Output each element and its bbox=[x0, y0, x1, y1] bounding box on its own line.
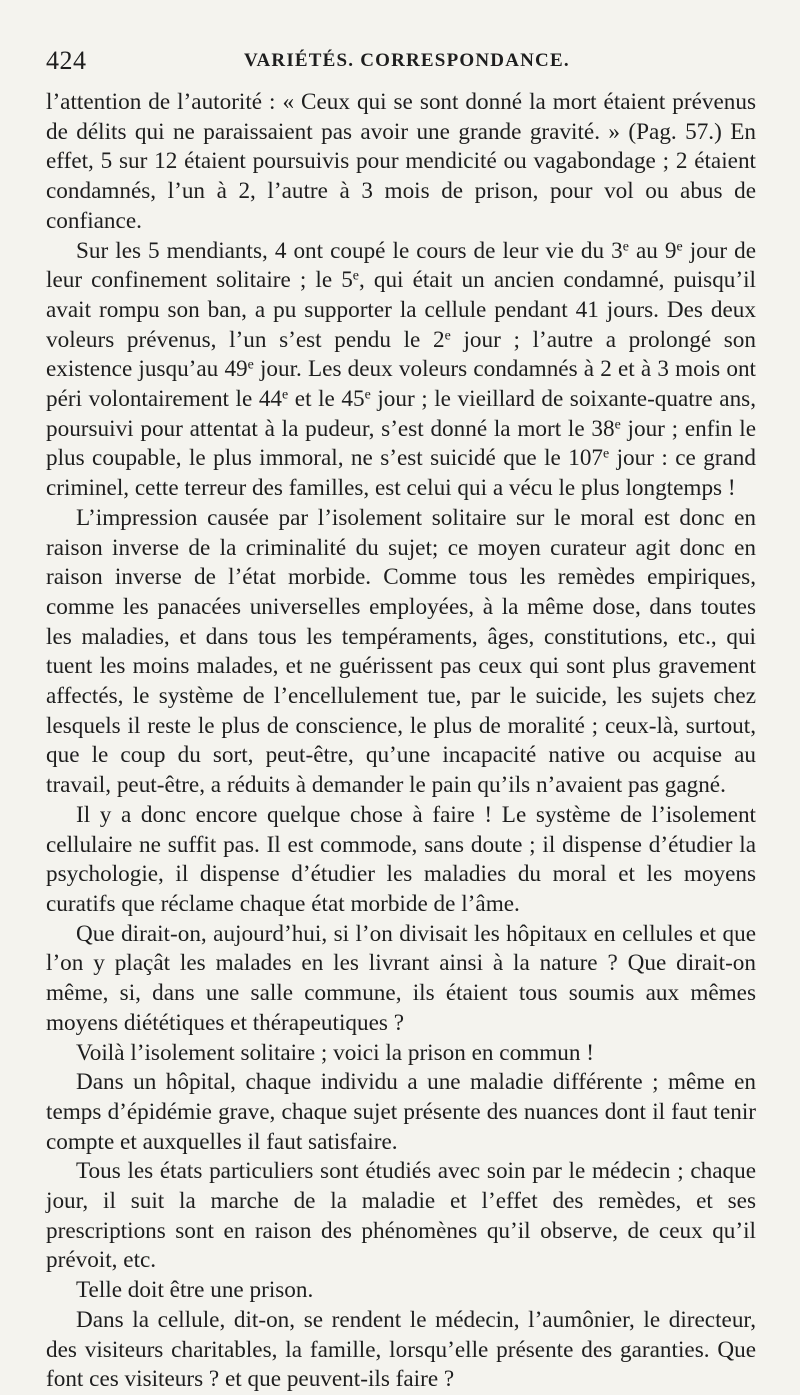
paragraph bbox=[46, 801, 756, 920]
ordinal-superscript: e bbox=[352, 268, 359, 284]
ordinal-superscript: e bbox=[444, 327, 451, 343]
text-segment: Dans un hôpital, chaque individu a une maladie différente ; même en temps d’épidémie grave, chaque sujet présente des nuances dont il faut tenir compte et auxquelles il faut satisfaire. bbox=[46, 1069, 756, 1155]
paragraph bbox=[46, 504, 756, 801]
text-segment: et le 45 bbox=[288, 386, 365, 413]
paragraph bbox=[46, 1306, 756, 1395]
running-title: VARIÉTÉS. CORRESPONDANCE. bbox=[244, 50, 570, 71]
paragraph bbox=[46, 1157, 756, 1276]
ordinal-superscript: e bbox=[247, 357, 254, 373]
ordinal-superscript: e bbox=[622, 238, 629, 254]
ordinal-superscript: e bbox=[676, 238, 683, 254]
text-segment: Il y a donc encore quelque chose à faire ! Le système de l’isolement cellulaire ne suffit pas. Il est commode, sans doute ; il dispense d’étudier la psychologie, il dispense d’étudier les maladies du moral et les moyens curatifs que réclame chaque état morbide de l’âme. bbox=[46, 801, 756, 917]
page-number: 424 bbox=[46, 46, 87, 75]
text-segment: jour ; l’autre a prolongé son existence jusqu’au 49 bbox=[46, 326, 756, 383]
text-segment: jour. Les deux voleurs condamnés à 2 et à 3 mois ont péri volontairement le 44 bbox=[46, 356, 756, 413]
paragraph bbox=[46, 1276, 756, 1306]
paragraph bbox=[46, 920, 756, 1039]
text-segment: Telle doit être une prison. bbox=[76, 1277, 314, 1304]
paragraph bbox=[46, 1068, 756, 1157]
text-segment: jour ; enfin le plus coupable, le plus immoral, ne s’est suicidé que le 107 bbox=[46, 415, 756, 472]
text-segment: Tous les états particuliers sont étudiés avec soin par le médecin ; chaque jour, il suit la marche de la maladie et l’effet des remèdes, et ses prescriptions sont en raison des phénomènes qu’il observe, de ceux qu’il prévoit, etc. bbox=[46, 1158, 756, 1274]
text-segment: Dans la cellule, dit-on, se rendent le médecin, l’aumônier, le directeur, des visiteurs charitables, la famille, lorsqu’elle présente des garanties. Que font ces visiteurs ? et que peuvent-ils faire ? bbox=[46, 1306, 756, 1393]
text-segment: jour : ce grand criminel, cette terreur des familles, est celui qui a vécu le plus longtemps ! bbox=[46, 445, 756, 502]
paragraph bbox=[46, 1039, 756, 1069]
text-segment: Voilà l’isolement solitaire ; voici la prison en commun ! bbox=[76, 1039, 594, 1066]
text-segment: jour ; le vieillard de soixante-quatre ans, poursuivi pour attentat à la pudeur, s’est donné la mort le 38 bbox=[46, 386, 756, 442]
text-segment: au 9 bbox=[628, 237, 677, 264]
running-head bbox=[46, 40, 756, 80]
ordinal-superscript: e bbox=[282, 387, 289, 403]
ordinal-superscript: e bbox=[614, 417, 621, 433]
text-segment: Sur les 5 mendiants, 4 ont coupé le cours de leur vie du 3 bbox=[76, 237, 623, 264]
paragraph bbox=[46, 237, 756, 504]
text-segment: l’attention de l’autorité : « Ceux qui se sont donné la mort étaient prévenus de délits qui ne paraissaient pas avoir une grande gravité. » (Pag. 57.) En effet, 5 sur 12 étaient poursuivis pour mendicité ou vagabondage ; 2 étaient condamnés, l’un à 2, l’autre à 3 mois de prison, pour vol ou abus de confiance. bbox=[46, 89, 756, 234]
text-segment: jour de leur confinement solitaire ; le 5 bbox=[46, 237, 756, 294]
ordinal-superscript: e bbox=[603, 446, 610, 462]
text-segment: , qui était un ancien condamné, puisqu’il avait rompu son ban, a pu supporter la cellule pendant 41 jours. Des deux voleurs prévenus, l’un s’est pendu le 2 bbox=[46, 267, 757, 353]
paragraph bbox=[46, 88, 756, 237]
ordinal-superscript: e bbox=[364, 387, 371, 403]
text-segment: Que dirait-on, aujourd’hui, si l’on divisait les hôpitaux en cellules et que l’on y plaçât les malades en les livrant ainsi à la nature ? Que dirait-on même, si, dans une salle commune, ils étaient tous soumis aux mêmes moyens diététiques et thérapeutiques ? bbox=[46, 920, 756, 1036]
text-segment: L’impression causée par l’isolement solitaire sur le moral est donc en raison inverse de la criminalité du sujet; ce moyen curateur agit donc en raison inverse de l’état morbide. Comme tous les remèdes empiriques, comme les panacées universelles employées, à la même dose, dans toutes les maladies, et dans tous les tempéraments, âges, constitutions, etc., qui tuent les moins malades, et ne guérissent pas ceux qui sont plus gravement affectés, le système de l’encellulement tue, par le suicide, les sujets chez lesquels il reste le plus de conscience, le plus de moralité ; ceux-là, surtout, que le coup du sort, peut-être, qu’une incapacité native ou acquise au travail, peut-être, a réduits à demander le pain qu’ils n’avaient pas gagné. bbox=[46, 504, 756, 799]
body-text bbox=[46, 88, 756, 1395]
